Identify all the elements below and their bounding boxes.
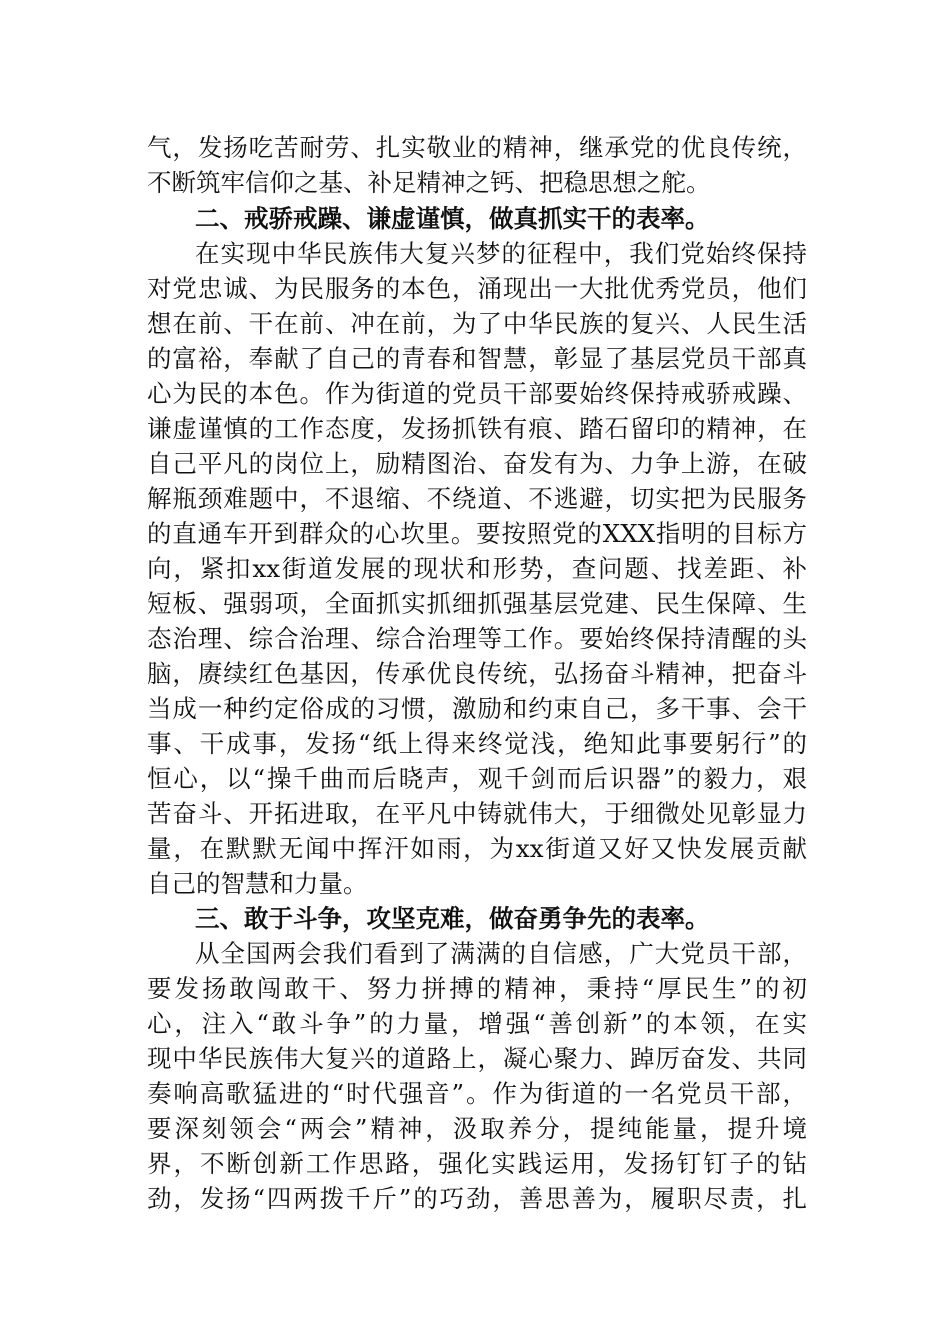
body-line: 当成一种约定俗成的习惯，激励和约束自己，多干事、会干 xyxy=(147,694,807,723)
body-line: 想在前、干在前、冲在前，为了中华民族的复兴、人民生活 xyxy=(147,309,807,338)
body-line: 量，在默默无闻中挥汗如雨，为xx街道又好又快发展贡献 xyxy=(147,834,807,863)
body-line: 解瓶颈难题中，不退缩、不绕道、不逃避，切实把为民服务 xyxy=(147,484,807,513)
body-line: 短板、强弱项，全面抓实抓细抓强基层党建、民生保障、生 xyxy=(147,589,807,618)
body-line: 心，注入“敢斗争”的力量，增强“善创新”的本领，在实 xyxy=(147,1009,807,1038)
section-heading-3: 三、敢于斗争，攻坚克难，做奋勇争先的表率。 xyxy=(195,904,710,933)
body-line: 的富裕，奉献了自己的青春和智慧，彰显了基层党员干部真 xyxy=(147,344,807,373)
body-line: 苦奋斗、开拓进取，在平凡中铸就伟大，于细微处见彰显力 xyxy=(147,799,807,828)
body-line: 现中华民族伟大复兴的道路上，凝心聚力、踔厉奋发、共同 xyxy=(147,1044,807,1073)
body-line: 从全国两会我们看到了满满的自信感，广大党员干部， xyxy=(195,939,807,968)
body-line: 心为民的本色。作为街道的党员干部要始终保持戒骄戒躁、 xyxy=(147,379,807,408)
body-line: 界，不断创新工作思路，强化实践运用，发扬钉钉子的钻 xyxy=(147,1149,807,1178)
body-line: 自己的智慧和力量。 xyxy=(147,869,368,898)
body-line: 谦虚谨慎的工作态度，发扬抓铁有痕、踏石留印的精神，在 xyxy=(147,414,807,443)
body-line: 的直通车开到群众的心坎里。要按照党的XXX指明的目标方 xyxy=(147,519,807,548)
body-line: 劲，发扬“四两拨千斤”的巧劲，善思善为，履职尽责，扎 xyxy=(147,1184,807,1213)
body-line: 要发扬敢闯敢干、努力拼搏的精神，秉持“厚民生”的初 xyxy=(147,974,807,1003)
body-line: 气，发扬吃苦耐劳、扎实敬业的精神，继承党的优良传统， xyxy=(147,133,807,162)
body-line: 对党忠诚、为民服务的本色，涌现出一大批优秀党员，他们 xyxy=(147,274,807,303)
body-line: 在实现中华民族伟大复兴梦的征程中，我们党始终保持 xyxy=(195,239,807,268)
section-heading-2: 二、戒骄戒躁、谦虚谨慎，做真抓实干的表率。 xyxy=(195,204,710,233)
body-line: 奏响高歌猛进的“时代强音”。作为街道的一名党员干部， xyxy=(147,1079,807,1108)
body-line: 不断筑牢信仰之基、补足精神之钙、把稳思想之舵。 xyxy=(147,168,711,197)
body-line: 要深刻领会“两会”精神，汲取养分，提纯能量，提升境 xyxy=(147,1114,807,1143)
body-line: 向，紧扣xx街道发展的现状和形势，查问题、找差距、补 xyxy=(147,554,807,583)
body-line: 态治理、综合治理、综合治理等工作。要始终保持清醒的头 xyxy=(147,624,807,653)
body-line: 恒心，以“操千曲而后晓声，观千剑而后识器”的毅力，艰 xyxy=(147,764,807,793)
body-line: 自己平凡的岗位上，励精图治、奋发有为、力争上游，在破 xyxy=(147,449,807,478)
body-line: 事、干成事，发扬“纸上得来终觉浅，绝知此事要躬行”的 xyxy=(147,729,807,758)
body-line: 脑，赓续红色基因，传承优良传统，弘扬奋斗精神，把奋斗 xyxy=(147,659,807,688)
